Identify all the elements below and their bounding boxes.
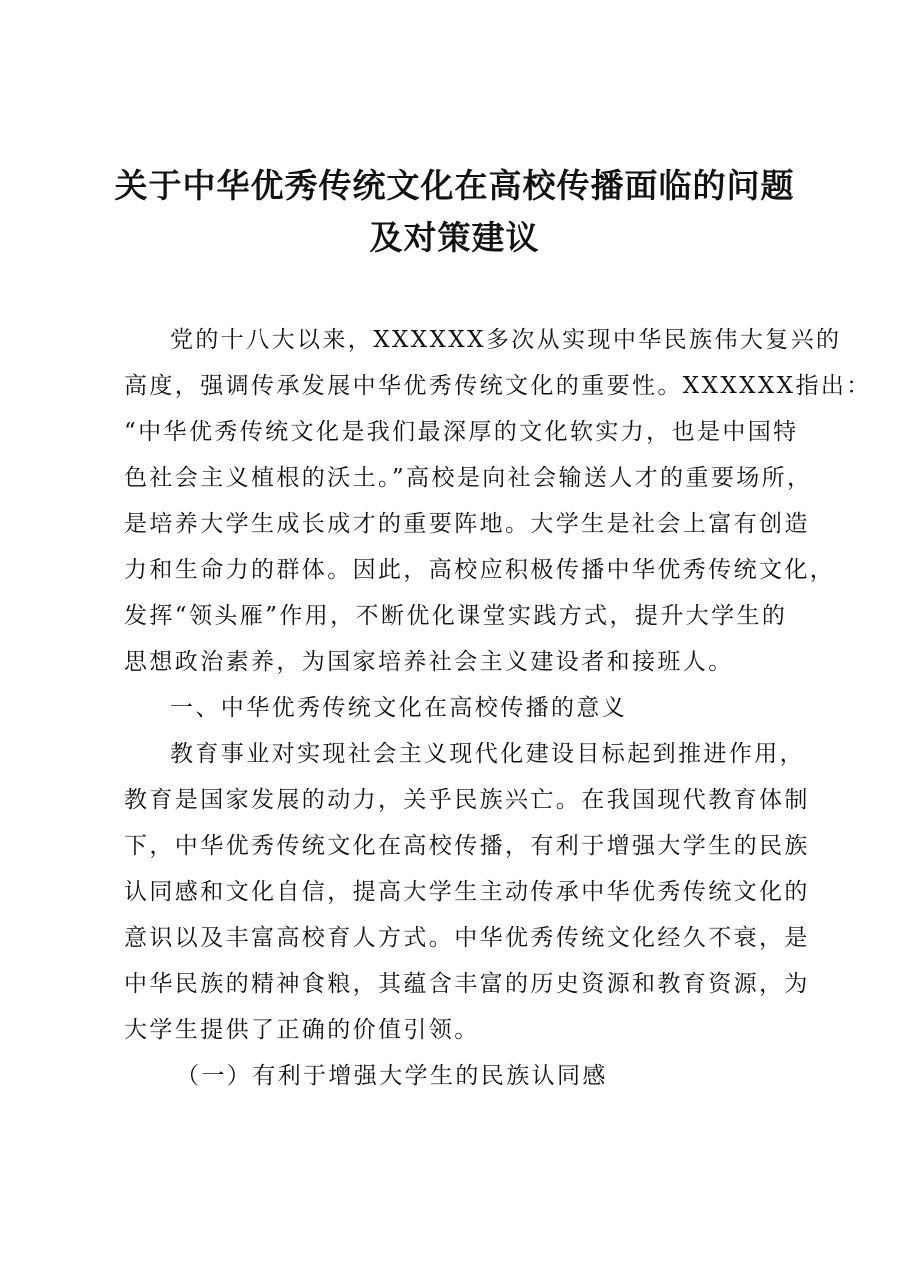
title-line-2: 及对策建议	[369, 218, 540, 257]
paragraph-line: 中华民族的精神食粮，其蕴含丰富的历史资源和教育资源，为	[124, 971, 810, 997]
paragraph-line: 下，中华优秀传统文化在高校传播，有利于增强大学生的民族	[124, 833, 810, 859]
paragraph-line: 党的十八大以来，XXXXXX多次从实现中华民族伟大复兴的	[170, 327, 842, 353]
paragraph-line: 高度，强调传承发展中华优秀传统文化的重要性。XXXXXX指出：	[124, 373, 872, 399]
paragraph-1	[124, 317, 872, 685]
paragraph-line: 色社会主义植根的沃土。”高校是向社会输送人才的重要场所，	[124, 465, 813, 491]
paragraph-2	[124, 731, 810, 1053]
paragraph-line: 教育是国家发展的动力，关乎民族兴亡。在我国现代教育体制	[124, 787, 810, 813]
subsection-heading: （一）有利于增强大学生的民族认同感	[176, 1063, 608, 1089]
paragraph-line: 思想政治素养，为国家培养社会主义建设者和接班人。	[124, 649, 734, 675]
paragraph-line: 教育事业对实现社会主义现代化建设目标起到推进作用，	[170, 741, 805, 767]
section-heading: 一、中华优秀传统文化在高校传播的意义	[170, 695, 628, 721]
paragraph-line: 意识以及丰富高校育人方式。中华优秀传统文化经久不衰，是	[124, 925, 810, 951]
paragraph-line: 发挥“领头雁”作用，不断优化课堂实践方式，提升大学生的	[124, 603, 788, 629]
paragraph-line: 力和生命力的群体。因此，高校应积极传播中华优秀传统文化，	[124, 557, 836, 583]
paragraph-line: “中华优秀传统文化是我们最深厚的文化软实力，也是中国特	[124, 419, 799, 445]
document-body	[124, 317, 872, 1099]
paragraph-line: 认同感和文化自信，提高大学生主动传承中华优秀传统文化的	[124, 879, 810, 905]
paragraph-line: 是培养大学生成长成才的重要阵地。大学生是社会上富有创造	[124, 511, 810, 537]
paragraph-line: 大学生提供了正确的价值引领。	[124, 1017, 480, 1043]
document-title	[100, 160, 809, 264]
title-line-1: 关于中华优秀传统文化在高校传播面临的问题	[114, 166, 795, 205]
